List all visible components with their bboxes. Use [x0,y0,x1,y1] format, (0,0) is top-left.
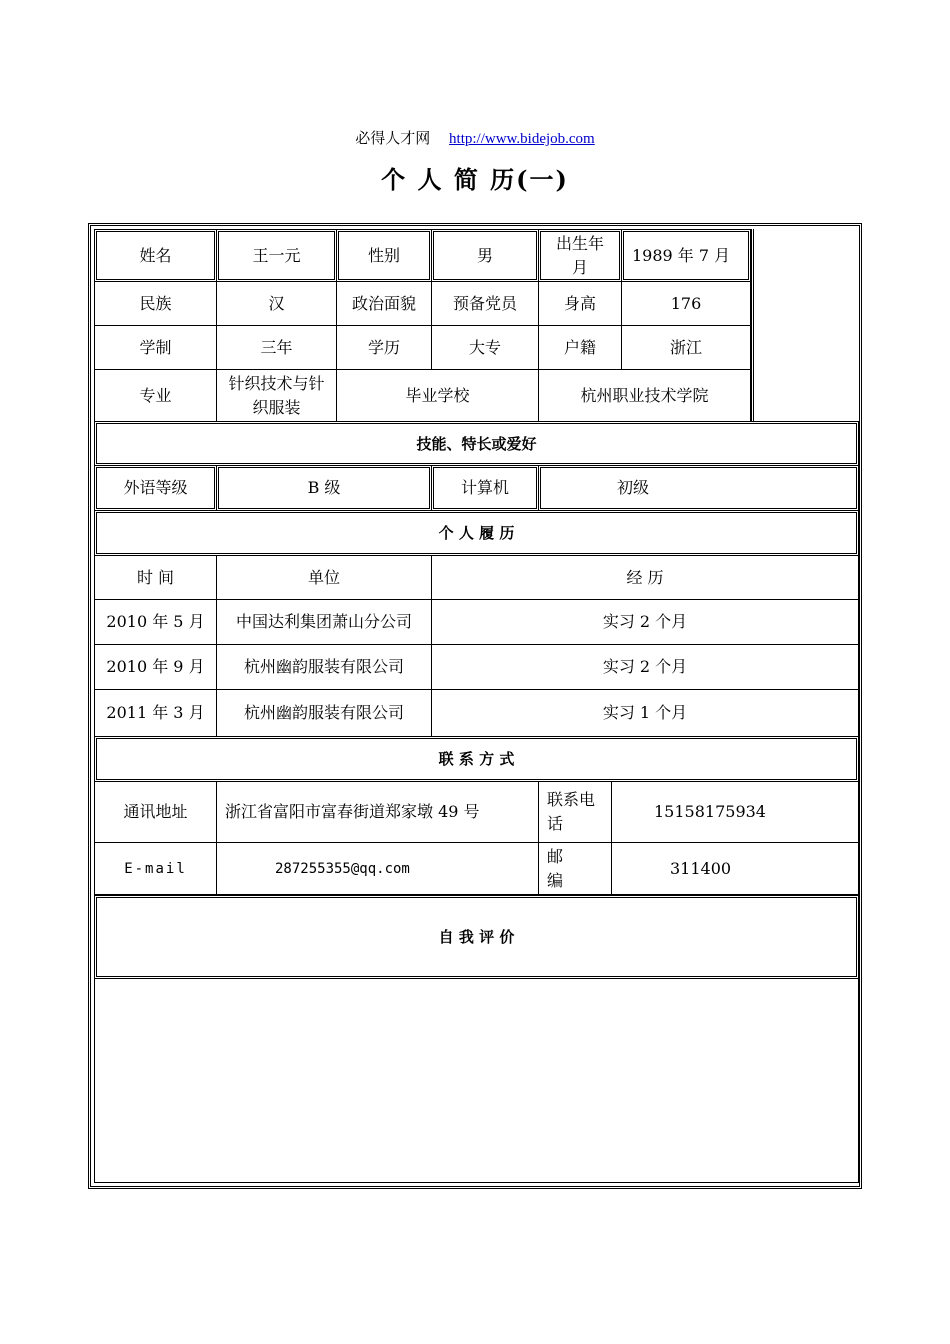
ethnicity-label: 民族 [94,281,217,326]
history-row-2-time: 2010 年 9 月 [94,644,217,690]
history-heading: 个 人 履 历 [94,510,859,556]
gender-value: 男 [431,229,539,282]
school-label: 毕业学校 [336,369,539,422]
history-row-3-time: 2011 年 3 月 [94,689,217,737]
gender-label: 性别 [336,229,432,282]
resume-table [88,223,862,1189]
schooling-value: 三年 [216,325,337,370]
evaluation-content[interactable] [94,978,859,1183]
photo-area [751,229,859,422]
major-label: 专业 [94,369,217,422]
history-row-2-unit: 杭州幽韵服装有限公司 [216,644,432,690]
computer-value: 初级 [538,465,859,511]
history-row-3-unit: 杭州幽韵服装有限公司 [216,689,432,737]
phone-label: 联系电话 [538,781,612,843]
hukou-label: 户籍 [538,325,622,370]
history-row-1-exp: 实习 2 个月 [431,599,859,645]
height-label: 身高 [538,281,622,326]
contact-heading: 联 系 方 式 [94,736,859,782]
site-header [0,127,950,148]
history-col-unit: 单位 [216,555,432,600]
history-col-exp: 经 历 [431,555,859,600]
birth-label: 出生年月 [538,229,622,282]
language-label: 外语等级 [94,465,217,511]
history-row-1-time: 2010 年 5 月 [94,599,217,645]
history-row-2-exp: 实习 2 个月 [431,644,859,690]
history-row-1-unit: 中国达利集团萧山分公司 [216,599,432,645]
education-label: 学历 [336,325,432,370]
zip-value: 311400 [611,842,859,895]
page-title: 个 人 简 历(一) [381,165,569,194]
schooling-label: 学制 [94,325,217,370]
phone-value: 15158175934 [611,781,859,843]
computer-label: 计算机 [431,465,539,511]
birth-value: 1989 年 7 月 [621,229,751,282]
name-label: 姓名 [94,229,217,282]
height-value: 176 [621,281,751,326]
ethnicity-value: 汉 [216,281,337,326]
evaluation-heading: 自 我 评 价 [94,895,859,979]
email-value: 287255355@qq.com [216,842,539,895]
education-value: 大专 [431,325,539,370]
hukou-value: 浙江 [621,325,751,370]
site-name: 必得人才网 [355,129,431,147]
site-link[interactable]: http://www.bidejob.com [449,131,595,147]
address-value: 浙江省富阳市富春街道郑家墩 49 号 [216,781,539,843]
skills-heading: 技能、特长或爱好 [94,421,859,466]
history-col-time: 时 间 [94,555,217,600]
politics-label: 政治面貌 [336,281,432,326]
politics-value: 预备党员 [431,281,539,326]
email-label: E-mail [94,842,217,895]
name-value: 王一元 [216,229,337,282]
school-value: 杭州职业技术学院 [538,369,751,422]
address-label: 通讯地址 [94,781,217,843]
language-value: B 级 [216,465,432,511]
zip-label: 邮编 [538,842,612,895]
major-value: 针织技术与针织服装 [216,369,337,422]
history-row-3-exp: 实习 1 个月 [431,689,859,737]
